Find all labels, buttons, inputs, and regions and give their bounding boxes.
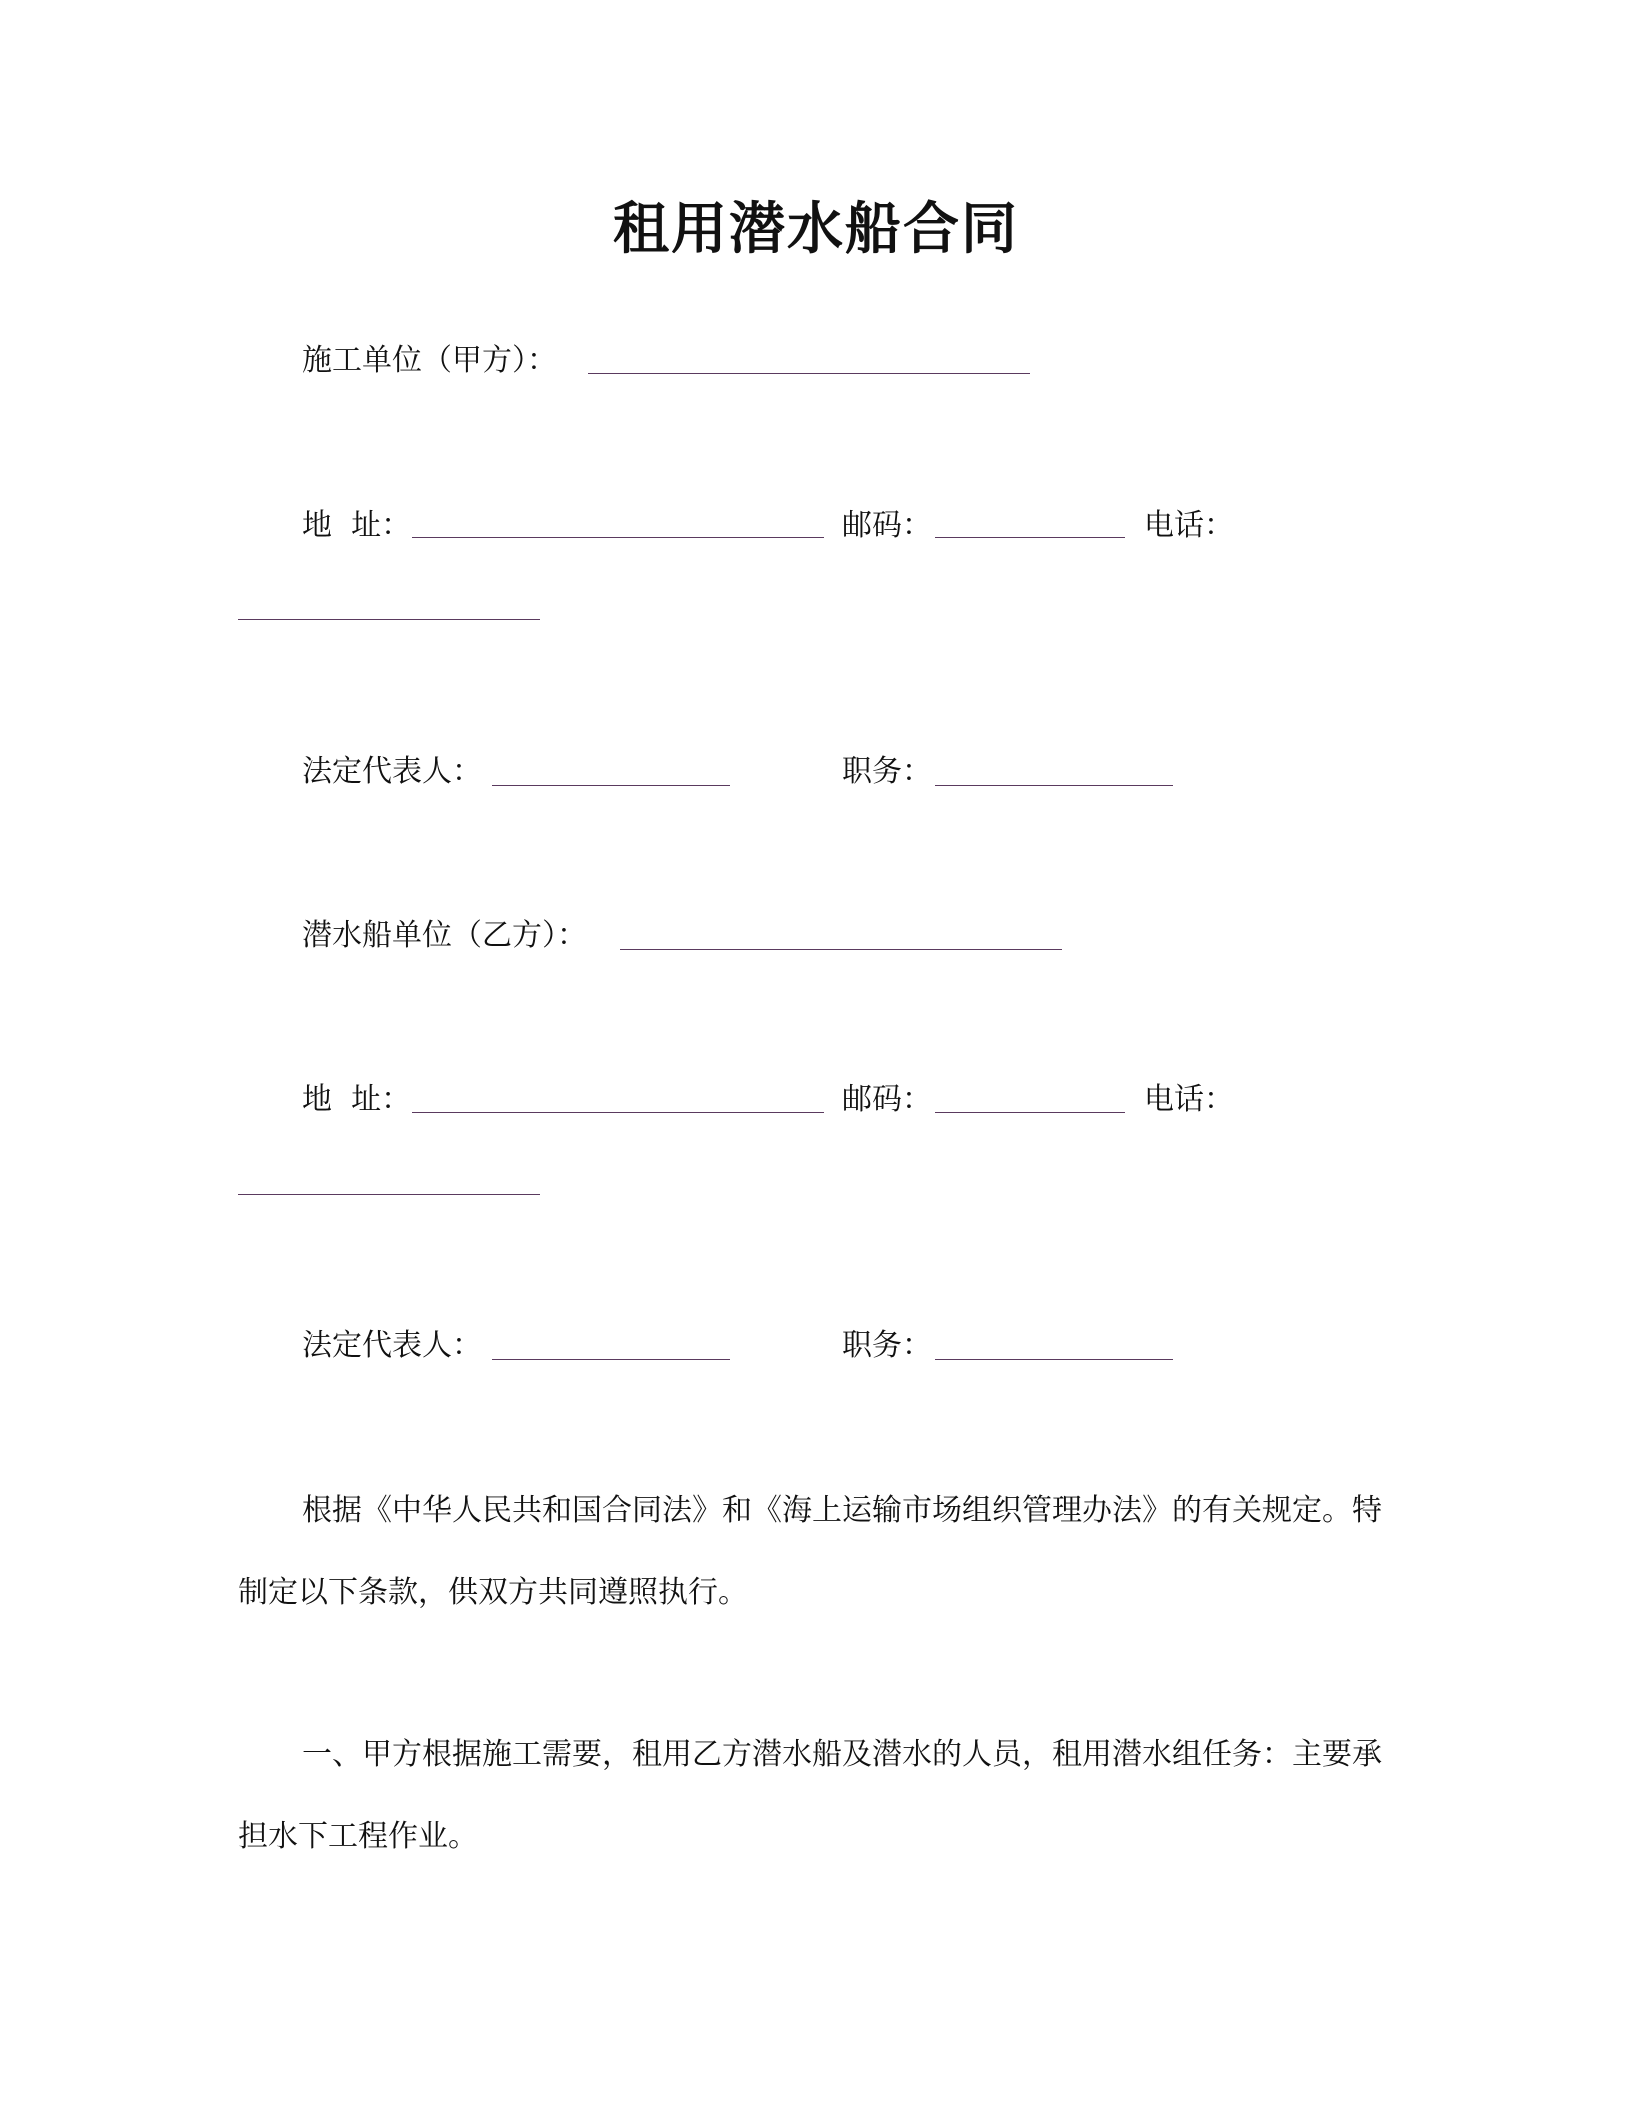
party-b-address-blank[interactable] bbox=[412, 1112, 824, 1113]
party-a-rep-blank[interactable] bbox=[492, 785, 730, 786]
party-a-unit-blank[interactable] bbox=[588, 373, 1030, 374]
party-b-rep-blank[interactable] bbox=[492, 1359, 730, 1360]
party-a-position-blank[interactable] bbox=[935, 785, 1173, 786]
party-b-phone-blank[interactable] bbox=[238, 1194, 540, 1195]
party-b-postcode-label: 邮码： bbox=[842, 1082, 932, 1117]
party-a-rep-label: 法定代表人： bbox=[302, 754, 482, 789]
party-a-unit-label: 施工单位（甲方）： bbox=[302, 343, 557, 378]
party-b-phone-label: 电话： bbox=[1144, 1082, 1234, 1117]
party-b-address-label: 地 址： bbox=[302, 1082, 412, 1117]
party-b-unit-blank[interactable] bbox=[620, 949, 1062, 950]
party-a-address-label: 地 址： bbox=[302, 508, 412, 543]
party-b-position-label: 职务： bbox=[842, 1328, 932, 1363]
party-a-position-label: 职务： bbox=[842, 754, 932, 789]
party-a-address-blank[interactable] bbox=[412, 537, 824, 538]
party-b-unit-label: 潜水船单位（乙方）： bbox=[302, 918, 587, 953]
party-a-postcode-blank[interactable] bbox=[935, 537, 1125, 538]
party-a-phone-blank[interactable] bbox=[238, 619, 540, 620]
paragraph-legal-basis: 根据《中华人民共和国合同法》和《海上运输市场组织管理办法》的有关规定。特制定以下条款，供双方共同遵照执行。 bbox=[238, 1493, 1382, 1610]
party-a-postcode-label: 邮码： bbox=[842, 508, 932, 543]
party-b-rep-label: 法定代表人： bbox=[302, 1328, 482, 1363]
page-title: 租用潜水船合同 bbox=[613, 197, 1019, 262]
party-b-position-blank[interactable] bbox=[935, 1359, 1173, 1360]
paragraph-clause-1: 一、甲方根据施工需要，租用乙方潜水船及潜水的人员，租用潜水组任务：主要承担水下工程作业。 bbox=[238, 1737, 1382, 1854]
party-b-postcode-blank[interactable] bbox=[935, 1112, 1125, 1113]
party-a-phone-label: 电话： bbox=[1144, 508, 1234, 543]
